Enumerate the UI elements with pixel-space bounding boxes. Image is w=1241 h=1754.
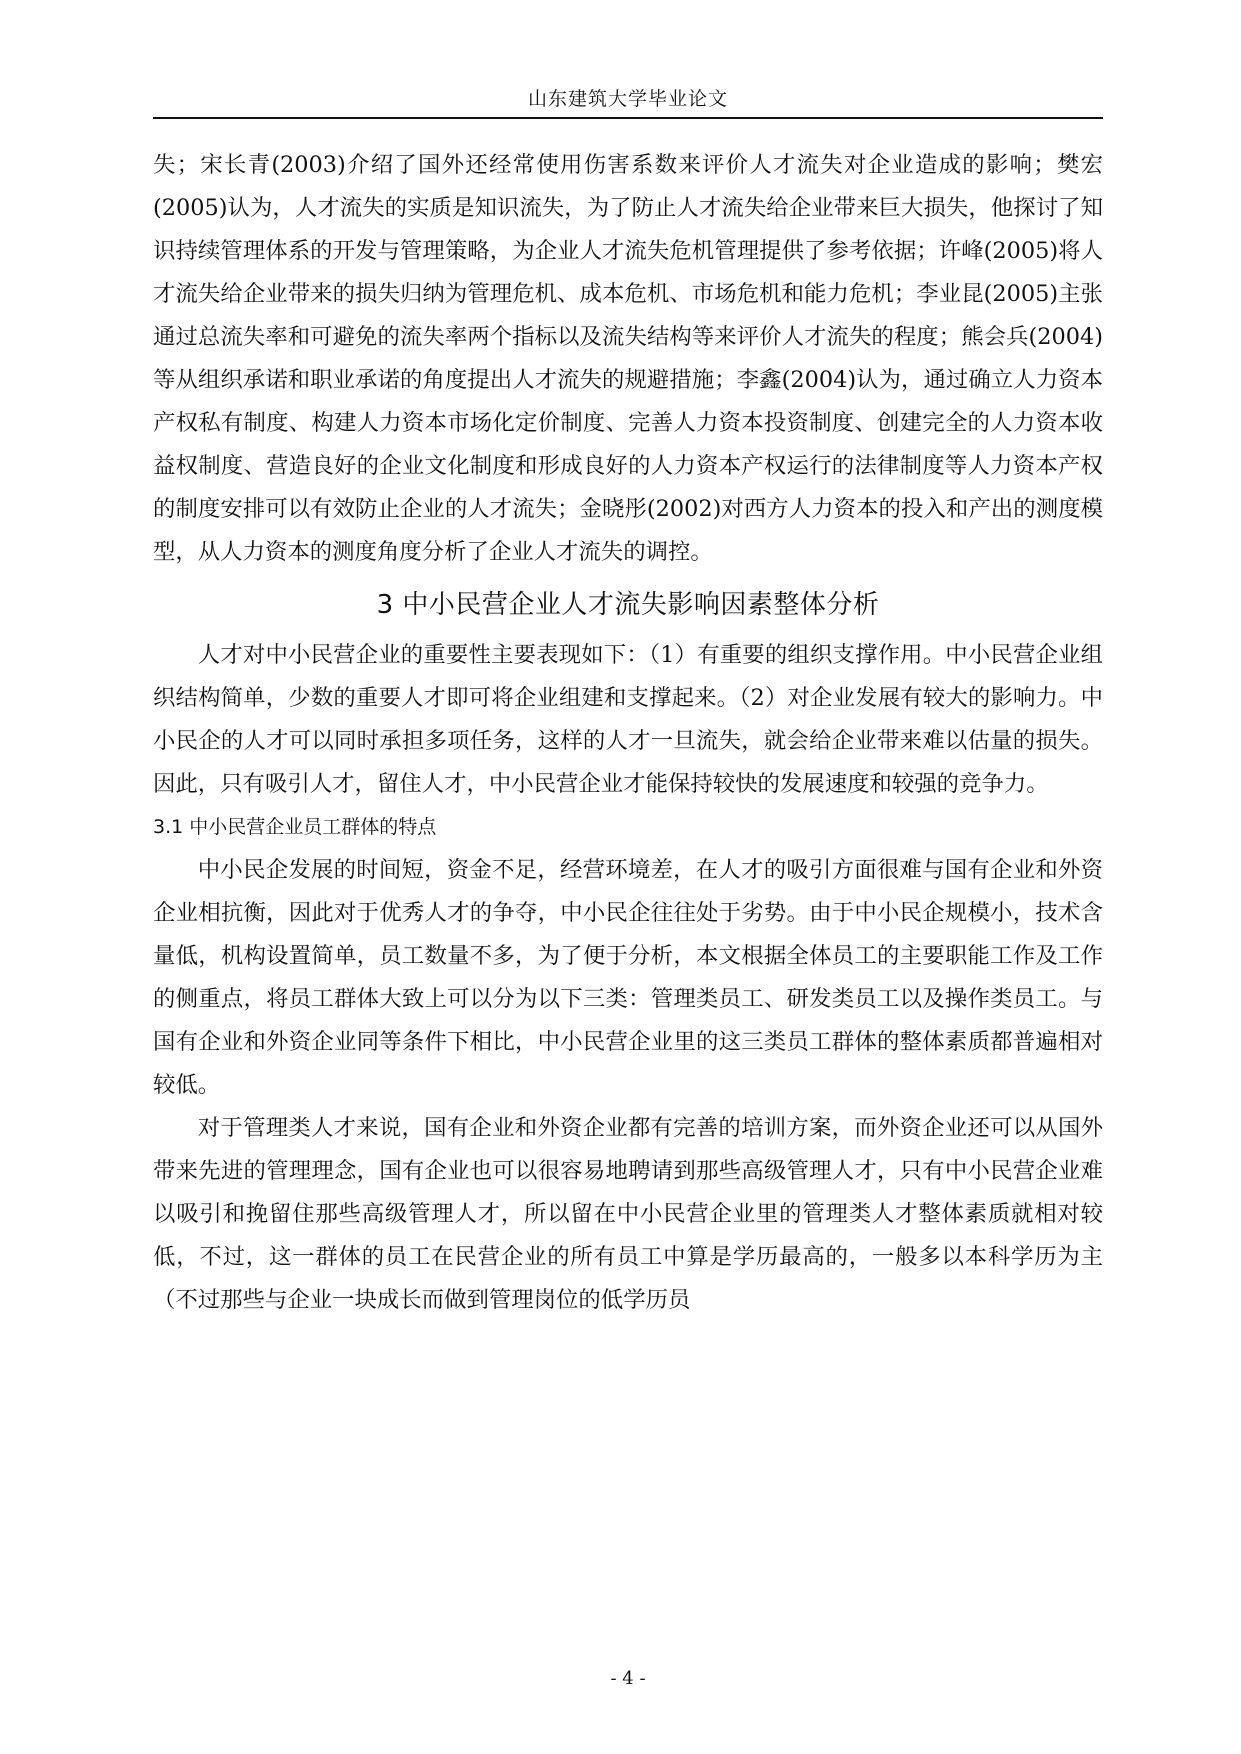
paragraph-management-talent: 对于管理类人才来说，国有企业和外资企业都有完善的培训方案，而外资企业还可以从国外带来先进的管理理念，国有企业也可以很容易地聘请到那些高级管理人才，只有中小民营企业难以吸引和挽留住那些高级管理人才，所以留在中小民营企业里的管理类人才整体素质就相对较低，不过，这一群体的员工在民营企业的所有员工中算是学历最高的，一般多以本科学历为主（不过那些与企业一块成长而做到管理岗位的低学历员	[153, 1115, 1103, 1313]
header-rule	[153, 117, 1103, 119]
subsection-title: 3.1 中小民营企业员工群体的特点	[153, 816, 437, 838]
paragraph-section-intro: 人才对中小民营企业的重要性主要表现如下：（1）有重要的组织支撑作用。中小民营企业组织结构简单，少数的重要人才即可将企业组建和支撑起来。（2）对企业发展有较大的影响力。中小民企的人才可以同时承担多项任务，这样的人才一旦流失，就会给企业带来难以估量的损失。因此，只有吸引人才，留住人才，中小民营企业才能保持较快的发展速度和较强的竞争力。	[153, 642, 1103, 797]
body-content	[153, 144, 1103, 1322]
section-title: 3 中小民营企业人才流失影响因素整体分析	[376, 590, 880, 620]
paragraph-employee-groups: 中小民企发展的时间短，资金不足，经营环境差，在人才的吸引方面很难与国有企业和外资企业相抗衡，因此对于优秀人才的争夺，中小民企往往处于劣势。由于中小民企规模小，技术含量低，机构设置简单，员工数量不多，为了便于分析，本文根据全体员工的主要职能工作及工作的侧重点，将员工群体大致上可以分为以下三类：管理类员工、研发类员工以及操作类员工。与国有企业和外资企业同等条件下相比，中小民营企业里的这三类员工群体的整体素质都普遍相对较低。	[153, 857, 1103, 1098]
page-number: - 4 -	[610, 1668, 646, 1689]
paragraph-continued: 失；宋长青(2003)介绍了国外还经常使用伤害系数来评价人才流失对企业造成的影响；樊宏(2005)认为，人才流失的实质是知识流失，为了防止人才流失给企业带来巨大损失，他探讨了知识持续管理体系的开发与管理策略，为企业人才流失危机管理提供了参考依据；许峰(2005)将人才流失给企业带来的损失归纳为管理危机、成本危机、市场危机和能力危机；李业昆(2005)主张通过总流失率和可避免的流失率两个指标以及流失结构等来评价人才流失的程度；熊会兵(2004)等从组织承诺和职业承诺的角度提出人才流失的规避措施；李鑫(2004)认为，通过确立人力资本产权私有制度、构建人力资本市场化定价制度、完善人力资本投资制度、创建完全的人力资本收益权制度、营造良好的企业文化制度和形成良好的人力资本产权运行的法律制度等人力资本产权的制度安排可以有效防止企业的人才流失；金晓彤(2002)对西方人力资本的投入和产出的测度模型，从人力资本的测度角度分析了企业人才流失的调控。	[153, 152, 1103, 565]
running-header: 山东建筑大学毕业论文	[527, 88, 728, 110]
